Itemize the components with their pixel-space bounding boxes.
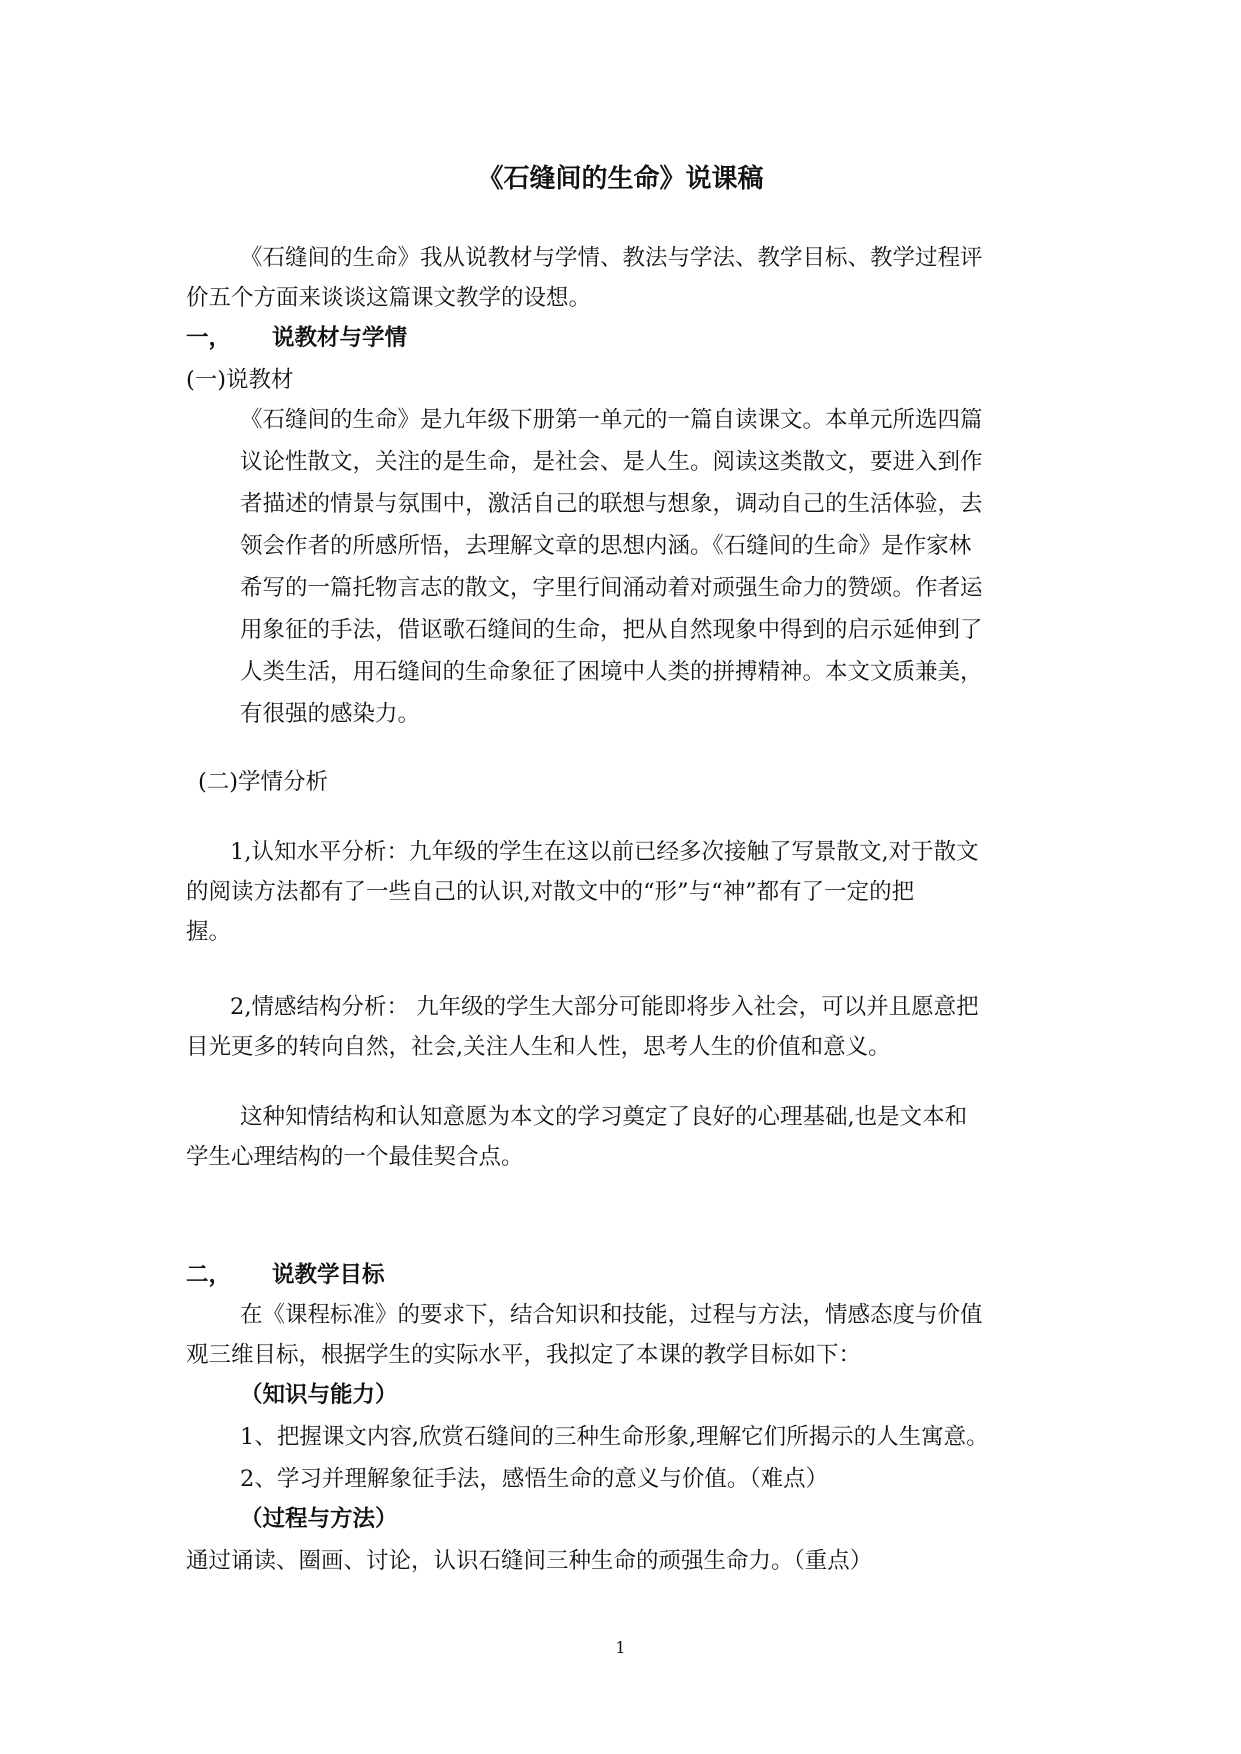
paragraph-line: 议论性散文，关注的是生命，是社会、是人生。阅读这类散文，要进入到作: [240, 449, 983, 475]
paragraph-line: 用象征的手法，借讴歌石缝间的生命，把从自然现象中得到的启示延伸到了: [240, 617, 983, 643]
paragraph-line: 目光更多的转向自然，社会,关注人生和人性，思考人生的价值和意义。: [186, 1034, 891, 1060]
paragraph-line: 通过诵读、圈画、讨论，认识石缝间三种生命的顽强生命力。（重点）: [186, 1548, 873, 1574]
paragraph-line: 在《课程标准》的要求下，结合知识和技能，过程与方法，情感态度与价值: [240, 1302, 983, 1328]
goal-heading: （知识与能力）: [240, 1382, 398, 1408]
subsection-2-heading: (二)学情分析: [198, 769, 329, 795]
paragraph-line: 的阅读方法都有了一些自己的认识,对散文中的“形”与“神”都有了一定的把: [186, 879, 915, 905]
intro-line: 《石缝间的生命》我从说教材与学情、教法与学法、教学目标、教学过程评: [240, 245, 983, 271]
paragraph-line: 《石缝间的生命》是九年级下册第一单元的一篇自读课文。本单元所选四篇: [240, 407, 983, 433]
section-1-heading: 说教材与学情: [272, 325, 408, 351]
goal-item: 1、把握课文内容,欣赏石缝间的三种生命形象,理解它们所揭示的人生寓意。: [240, 1424, 989, 1450]
paragraph-line: 有很强的感染力。: [240, 701, 421, 727]
section-2-heading: 说教学目标: [272, 1262, 385, 1288]
page-title: 《石缝间的生命》说课稿: [477, 164, 764, 194]
paragraph-line: 学生心理结构的一个最佳契合点。: [186, 1144, 524, 1170]
subsection-1-heading: (一)说教材: [186, 367, 294, 393]
goal-item: 2、学习并理解象征手法，感悟生命的意义与价值。（难点）: [240, 1466, 829, 1492]
paragraph-line: 握。: [186, 919, 232, 945]
section-1-number: 一，: [186, 325, 232, 351]
section-2-number: 二，: [186, 1262, 232, 1288]
goal-heading: （过程与方法）: [240, 1506, 398, 1532]
paragraph-line: 希写的一篇托物言志的散文，字里行间涌动着对顽强生命力的赞颂。作者运: [240, 575, 983, 601]
intro-line: 价五个方面来谈谈这篇课文教学的设想。: [186, 285, 592, 311]
page-number: 1: [615, 1638, 626, 1657]
paragraph-line: 这种知情结构和认知意愿为本文的学习奠定了良好的心理基础,也是文本和: [240, 1104, 968, 1130]
paragraph-line: 者描述的情景与氛围中，激活自己的联想与想象，调动自己的生活体验，去: [240, 491, 983, 517]
paragraph-line: 领会作者的所感所悟，去理解文章的思想内涵。《石缝间的生命》是作家林: [240, 533, 972, 559]
paragraph-line: 2,情感结构分析： 九年级的学生大部分可能即将步入社会，可以并且愿意把: [230, 994, 979, 1020]
paragraph-line: 1,认知水平分析：九年级的学生在这以前已经多次接触了写景散文,对于散文: [230, 839, 979, 865]
paragraph-line: 人类生活，用石缝间的生命象征了困境中人类的拼搏精神。本文文质兼美，: [240, 659, 983, 685]
paragraph-line: 观三维目标，根据学生的实际水平，我拟定了本课的教学目标如下：: [186, 1342, 862, 1368]
